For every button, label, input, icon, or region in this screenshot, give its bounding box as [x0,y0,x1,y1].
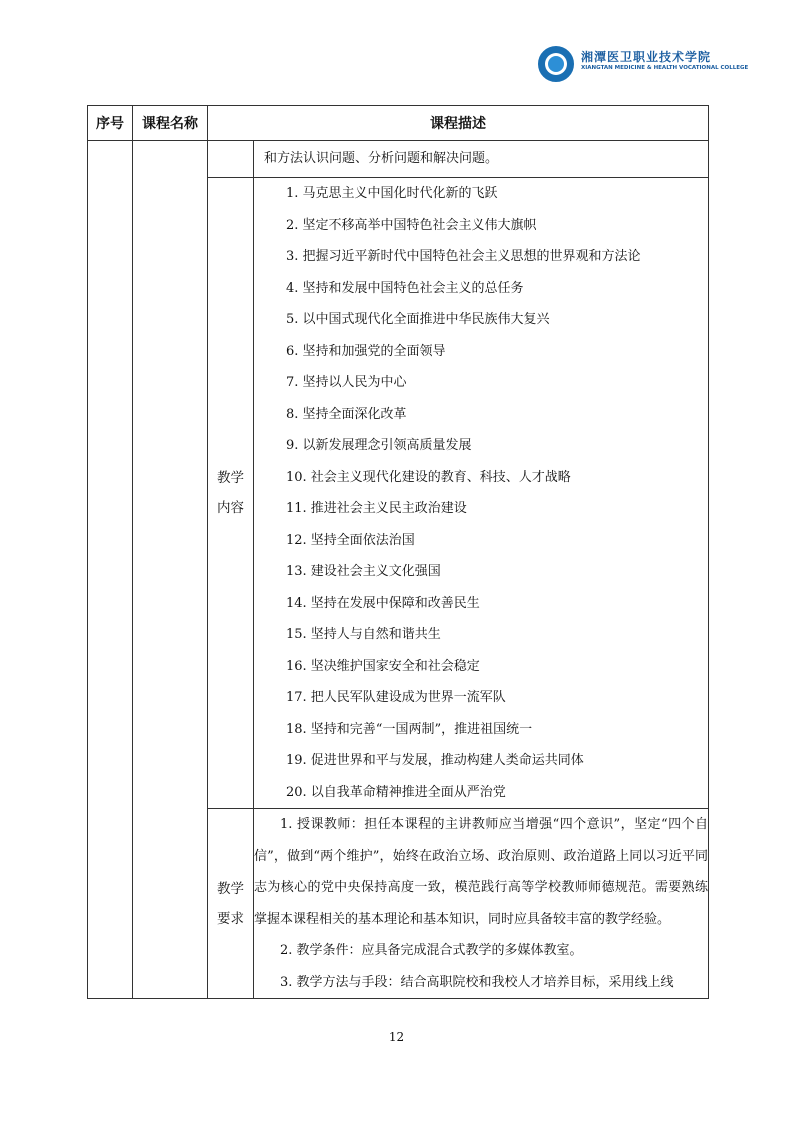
teaching-content-label [208,178,254,809]
list-item: 13. 建设社会主义文化强国 [286,564,441,579]
list-item: 19. 促进世界和平与发展，推动构建人类命运共同体 [286,753,584,768]
list-item: 20. 以自我革命精神推进全面从严治党 [286,784,506,800]
teaching-requirements-label [208,809,254,999]
requirement-paragraph: 2. 教学条件：应具备完成混合式教学的多媒体教室。 [280,943,583,958]
header-course-name: 课程名称 [133,106,208,141]
teaching-content-label-text: 教学内容 [217,470,244,516]
college-name-cn: 湘潭医卫职业技术学院 [581,50,712,64]
continuation-text: 和方法认识问题、分析问题和解决问题。 [254,141,709,178]
emblem-center [548,56,564,72]
header-no: 序号 [88,106,133,141]
continuation-label-cell [208,141,254,178]
list-item: 15. 坚持人与自然和谐共生 [286,627,441,642]
teaching-requirements-text [254,809,709,999]
list-item: 5. 以中国式现代化全面推进中华民族伟大复兴 [286,312,550,327]
list-item: 1. 马克思主义中国化时代化新的飞跃 [286,186,498,201]
table-header-row [88,106,709,141]
course-name-cell [133,141,208,999]
list-item: 4. 坚持和发展中国特色社会主义的总任务 [286,280,524,296]
list-item: 7. 坚持以人民为中心 [286,375,407,390]
college-logo [525,40,749,90]
list-item: 10. 社会主义现代化建设的教育、科技、人才战略 [286,469,571,485]
list-item: 6. 坚持和加强党的全面领导 [286,343,446,359]
header-course-desc: 课程描述 [208,106,709,141]
list-item: 2. 坚定不移高举中国特色社会主义伟大旗帜 [286,217,537,233]
list-item: 17. 把人民军队建设成为世界一流军队 [286,690,506,705]
page-number: 12 [388,1030,405,1044]
requirement-paragraph: 3. 教学方法与手段：结合高职院校和我校人才培养目标，采用线上线 [280,974,674,990]
list-item: 14. 坚持在发展中保障和改善民生 [286,595,480,611]
list-item: 8. 坚持全面深化改革 [286,406,407,422]
no-cell [88,141,133,999]
list-item: 3. 把握习近平新时代中国特色社会主义思想的世界观和方法论 [286,249,641,264]
teaching-content-list [254,178,709,809]
list-item: 16. 坚决维护国家安全和社会稳定 [286,658,480,674]
course-table [87,105,709,999]
teaching-requirements-label-text: 教学要求 [217,880,244,927]
list-item: 12. 坚持全面依法治国 [286,532,415,548]
college-name-en: XIANGTAN MEDICINE & HEALTH VOCATIONAL COLLEGE [581,65,749,71]
requirement-paragraph: 1. 授课教师：担任本课程的主讲教师应当增强“四个意识”，坚定“四个自信”，做到“两个维护”，始终在政治立场、政治原则、政治道路上同以习近平同志为核心的党中央保持高度一致，模范践行高等学校教师师德规范。需要熟练掌握本课程相关的基本理论和基本知识，同时应具备较丰富的教学经验。 [254,817,708,927]
list-item: 18. 坚持和完善“一国两制”，推进祖国统一 [286,721,533,737]
list-item: 9. 以新发展理念引领高质量发展 [286,438,472,453]
continuation-row [88,141,709,178]
list-item: 11. 推进社会主义民主政治建设 [286,501,467,516]
